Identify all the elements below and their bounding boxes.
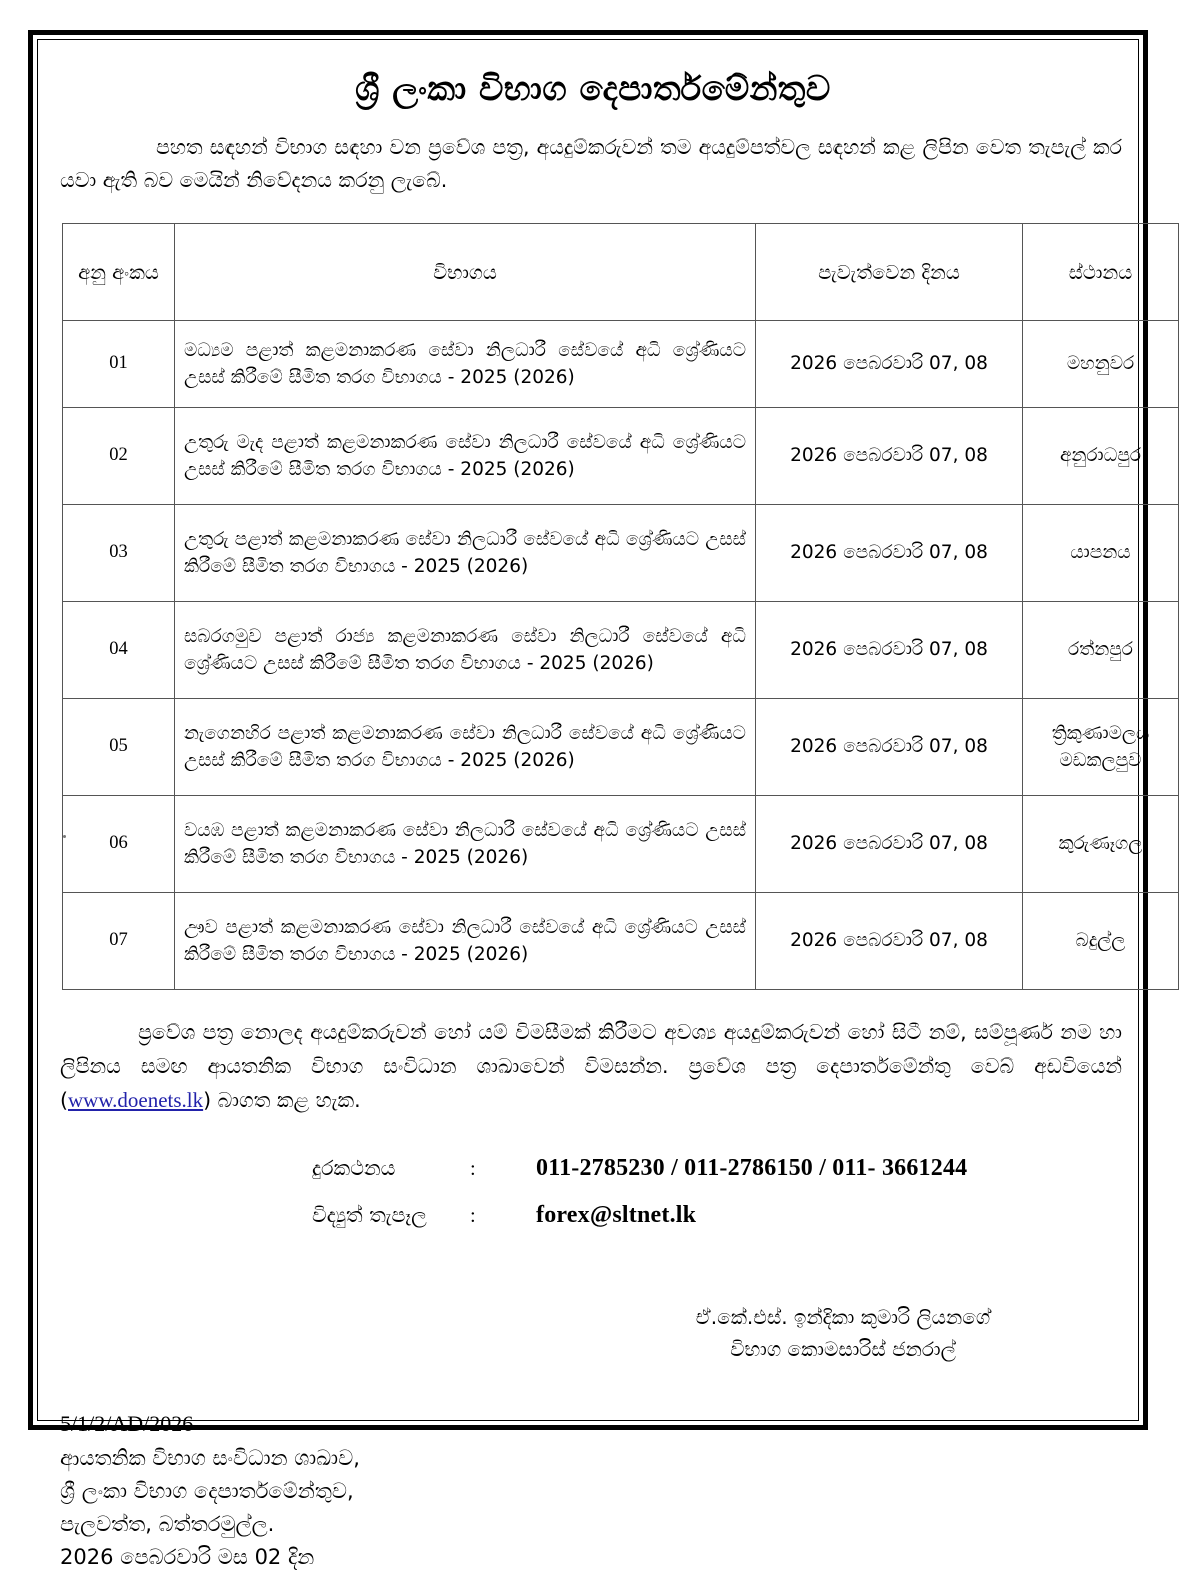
row-exam: වයඹ පළාත් කළමනාකරණ සේවා නිලධාරී සේවයේ අධි ශ්‍රේණියට උසස් කිරීමේ සීමිත තරග විභාගය - 2025 (2026) [175, 796, 756, 893]
document-body [33, 35, 1153, 1570]
table-row [63, 893, 1179, 990]
phone-row [312, 1155, 1126, 1182]
phone-colon: : [470, 1157, 476, 1180]
table-row [63, 796, 1179, 893]
exam-table-container [60, 223, 1150, 990]
footer-date: 2026 පෙබරවාරි මස 02 දින [60, 1545, 315, 1570]
row-number: 02 [63, 408, 175, 505]
row-venue: අනුරාධපුර [1023, 408, 1179, 505]
table-body [63, 321, 1179, 990]
footer-address-block [60, 1407, 1126, 1574]
row-venue: කුරුණෑගල [1023, 796, 1179, 893]
scan-artifact-dot [63, 835, 66, 838]
column-header-date: පැවැත්වෙන දිනය [756, 224, 1023, 321]
email-label: විද්‍යුත් තැපෑල [312, 1202, 427, 1227]
table-row [63, 408, 1179, 505]
table-row [63, 602, 1179, 699]
row-exam: මධ්‍යම පළාත් කළමනාකරණ සේවා නිලධාරී සේවයේ අධි ශ්‍රේණියට උසස් කිරීමේ සීමිත තරග විභාගය - 2025 (2026) [175, 321, 756, 408]
doenets-website-link[interactable]: www.doenets.lk [68, 1087, 204, 1112]
row-exam: සබරගමුව පළාත් රාජ්‍ය කළමනාකරණ සේවා නිලධාරී සේවයේ අධි ශ්‍රේණියට උසස් කිරීමේ සීමිත තරග විභාගය - 2025 (2026) [175, 602, 756, 699]
note-text-before-link: ප්‍රවේශ පත්‍ර නොලද අයදුම්කරුවන් හෝ යම් විමසීමක් කිරීමට අවශ්‍ය අයදුම්කරුවන් හෝ සිටී නම්, සම්පූර්ණ නම හා ලිපිනය සමඟ ආයතනික විභාග සංවිධාන ශාඛාවෙන් විමසන්න. ප්‍රවේශ පත්‍ර දෙපාර්තමේන්තු වෙබ් අඩවියෙන් ( [60, 1020, 1122, 1112]
footer-department: ශ්‍රී ලංකා විභාග දෙපාර්තමේන්තුව, [60, 1478, 354, 1503]
row-date: 2026 පෙබරවාරි 07, 08 [756, 699, 1023, 796]
row-date: 2026 පෙබරවාරි 07, 08 [756, 321, 1023, 408]
row-date: 2026 පෙබරවාරි 07, 08 [756, 796, 1023, 893]
table-row [63, 505, 1179, 602]
row-number: 03 [63, 505, 175, 602]
row-exam: උතුරු පළාත් කළමනාකරණ සේවා නිලධාරී සේවයේ අධි ශ්‍රේණියට උසස් කිරීමේ සීමිත තරග විභාගය - 2025 (2026) [175, 505, 756, 602]
note-text-after-link: ) බාගත කළ හැක. [203, 1087, 361, 1112]
signatory-designation: විභාග කොමසාරිස් ජනරාල් [730, 1336, 956, 1361]
row-number: 05 [63, 699, 175, 796]
note-paragraph [60, 1016, 1126, 1117]
table-row [63, 321, 1179, 408]
row-number: 06 [63, 796, 175, 893]
email-colon: : [470, 1204, 476, 1227]
row-exam: ඌව පළාත් කළමනාකරණ සේවා නිලධාරී සේවයේ අධි ශ්‍රේණියට උසස් කිරීමේ සීමිත තරග විභාගය - 2025 (2026) [175, 893, 756, 990]
row-venue: රත්නපුර [1023, 602, 1179, 699]
exam-schedule-table [62, 223, 1179, 990]
contact-details [60, 1155, 1126, 1229]
row-date: 2026 පෙබරවාරි 07, 08 [756, 408, 1023, 505]
row-date: 2026 පෙබරවාරි 07, 08 [756, 893, 1023, 990]
row-venue: බදුල්ල [1023, 893, 1179, 990]
page-border-frame [28, 30, 1150, 1570]
email-row [312, 1202, 1126, 1229]
row-exam: නැගෙනහිර පළාත් කළමනාකරණ සේවා නිලධාරී සේවයේ අධි ශ්‍රේණියට උසස් කිරීමේ සීමිත තරග විභාගය - 2025 (2026) [175, 699, 756, 796]
row-number: 04 [63, 602, 175, 699]
table-header-row [63, 224, 1179, 321]
row-number: 07 [63, 893, 175, 990]
footer-branch: ආයතනික විභාග සංවිධාන ශාඛාව, [60, 1445, 360, 1470]
row-venue: ත්‍රිකුණාමලය මඩකලපුව [1023, 699, 1179, 796]
row-venue: යාපනය [1023, 505, 1179, 602]
column-header-exam: විභාගය [175, 224, 756, 321]
table-head [63, 224, 1179, 321]
intro-paragraph: පහත සඳහන් විභාග සඳහා වන ප්‍රවේශ පත්‍ර, අයදුම්කරුවන් තම අයදුම්පත්වල සඳහන් කළ ලිපින වෙත තැපැල් කර යවා ඇති බව මෙයින් නිවේදනය කරනු ලැබේ. [60, 134, 1122, 193]
phone-label: දුරකථනය [312, 1155, 396, 1180]
signature-block [60, 1301, 1066, 1365]
table-row [63, 699, 1179, 796]
signatory-name: ඒ.කේ.එස්. ඉන්දිකා කුමාරි ලියනගේ [695, 1304, 991, 1329]
row-exam: උතුරු මැද පළාත් කළමනාකරණ සේවා නිලධාරී සේවයේ අධි ශ්‍රේණියට උසස් කිරීමේ සීමිත තරග විභාගය - 2025 (2026) [175, 408, 756, 505]
footer-address: පැලවත්ත, බත්තරමුල්ල. [60, 1512, 275, 1536]
row-venue: මහනුවර [1023, 321, 1179, 408]
row-date: 2026 පෙබරවාරි 07, 08 [756, 602, 1023, 699]
row-date: 2026 පෙබරවාරි 07, 08 [756, 505, 1023, 602]
page-title: ශ්‍රී ලංකා විභාග දෙපාර්තමේන්තුව [355, 69, 831, 109]
row-number: 01 [63, 321, 175, 408]
reference-number: 5/1/2/AD/2026 [60, 1410, 194, 1436]
column-header-number: අනු අංකය [63, 224, 175, 321]
email-value: forex@sltnet.lk [536, 1201, 697, 1228]
column-header-venue: ස්ථානය [1023, 224, 1179, 321]
phone-value: 011-2785230 / 011-2786150 / 011- 3661244 [536, 1154, 968, 1181]
